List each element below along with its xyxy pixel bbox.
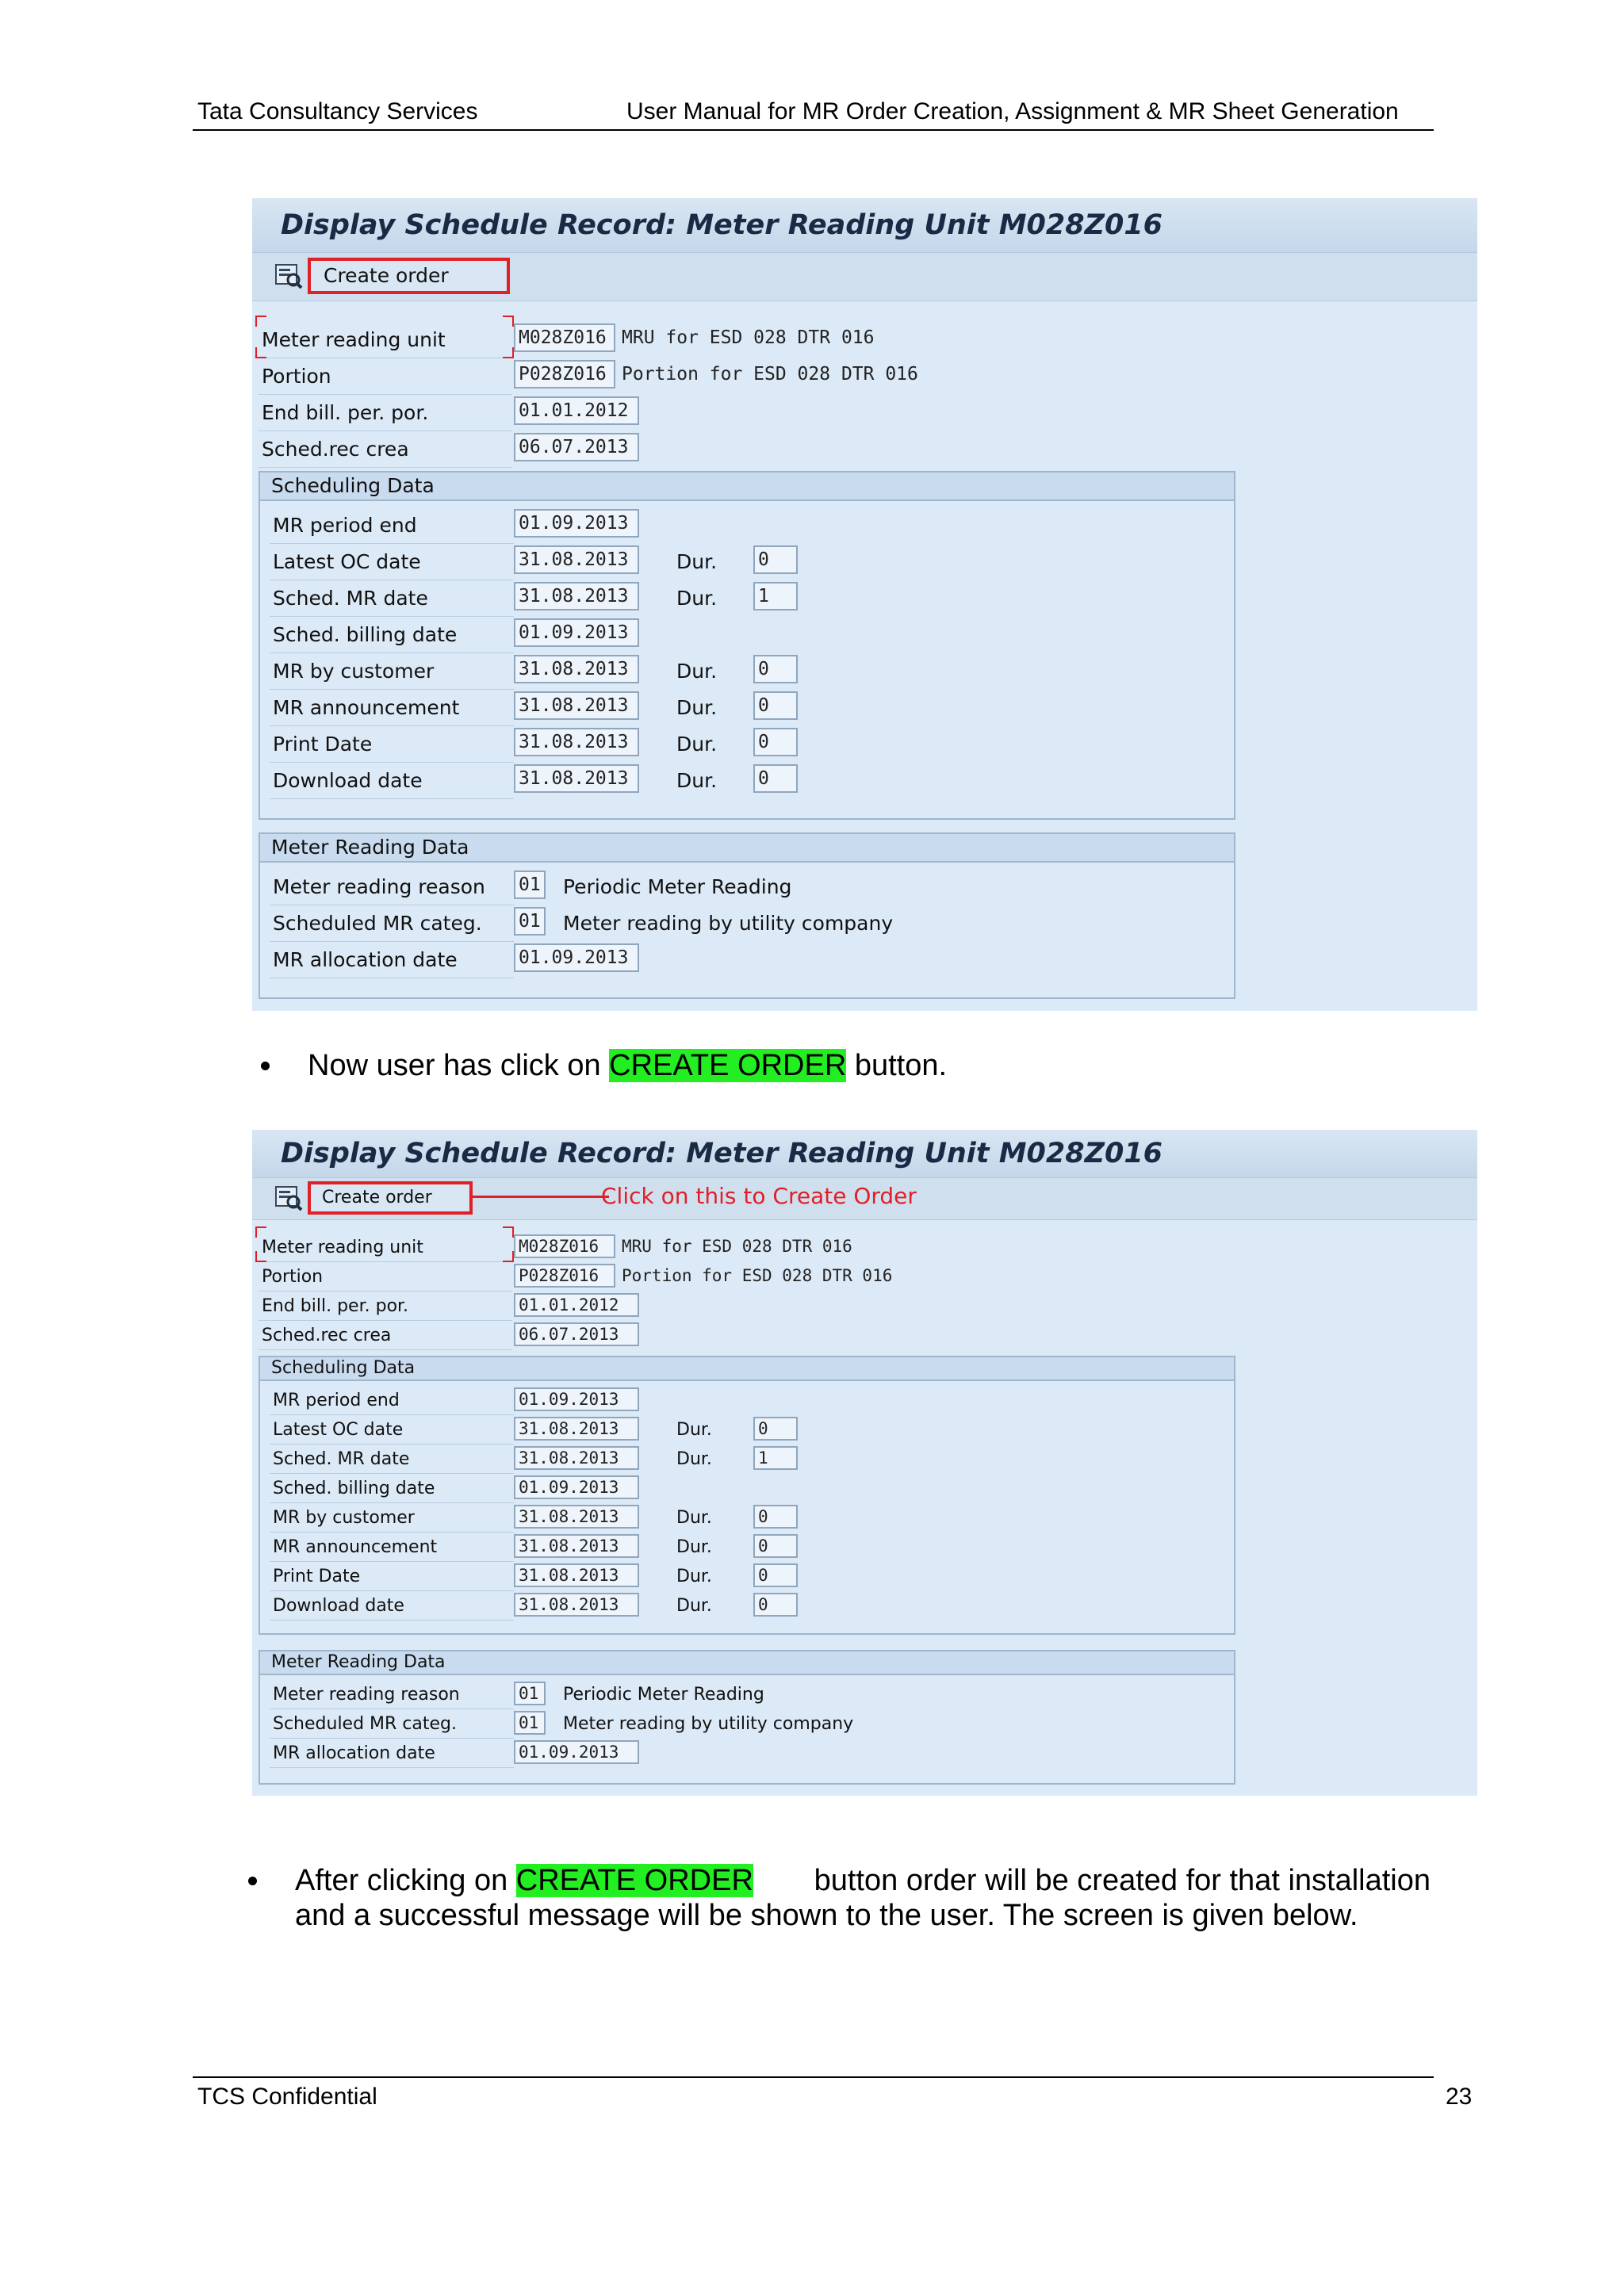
duration-field[interactable]: 0 <box>753 691 798 720</box>
scheduling-date-field[interactable]: 01.09.2013 <box>514 1475 639 1499</box>
instruction-2-line-2: and a successful message will be shown to the user. The screen is given below. <box>295 1899 1358 1932</box>
portion-field[interactable]: P028Z016 <box>514 360 615 388</box>
duration-label: Dur. <box>676 1508 712 1528</box>
row-separator <box>270 543 514 544</box>
meter-reading-unit-field[interactable]: M028Z016 <box>514 323 615 352</box>
row-separator <box>270 1502 514 1503</box>
row-separator <box>270 798 514 799</box>
instruction-2 <box>295 1863 1431 1933</box>
scheduling-data-title: Scheduling Data <box>260 473 1234 501</box>
scheduling-date-field[interactable]: 31.08.2013 <box>514 728 639 756</box>
meter-reading-row-label: MR allocation date <box>273 948 458 971</box>
screen-title-bar <box>252 198 1477 253</box>
mr-allocation-date-field[interactable]: 01.09.2013 <box>514 943 639 972</box>
sap-screenshot-1 <box>252 198 1477 1011</box>
portion-label: Portion <box>262 365 331 388</box>
scheduling-row-label: Download date <box>273 1596 404 1616</box>
duration-field[interactable]: 0 <box>753 1417 798 1441</box>
duration-label: Dur. <box>676 587 718 610</box>
field-focus-bracket <box>503 1251 514 1262</box>
schedule-record-created-field[interactable]: 06.07.2013 <box>514 1322 639 1346</box>
instruction-1-end: button. <box>846 1049 948 1082</box>
meter-reading-code-field[interactable]: 01 <box>514 907 546 936</box>
duration-field[interactable]: 0 <box>753 728 798 756</box>
application-toolbar <box>252 253 1477 301</box>
screen-title-bar <box>252 1130 1477 1178</box>
header-company: Tata Consultancy Services <box>197 98 478 124</box>
scheduling-date-field[interactable]: 31.08.2013 <box>514 1505 639 1529</box>
scheduling-date-field[interactable]: 31.08.2013 <box>514 1417 639 1441</box>
duration-field[interactable]: 0 <box>753 1593 798 1617</box>
sap-screenshot-2 <box>252 1130 1477 1796</box>
meter-reading-code-description: Periodic Meter Reading <box>563 875 792 898</box>
meter-reading-unit-label: Meter reading unit <box>262 1238 423 1257</box>
meter-reading-unit-field[interactable]: M028Z016 <box>514 1234 615 1258</box>
row-separator <box>270 941 514 942</box>
scheduling-date-field[interactable]: 31.08.2013 <box>514 582 639 610</box>
duration-field[interactable]: 0 <box>753 1534 798 1558</box>
instruction-2-text: After clicking on <box>295 1864 516 1897</box>
row-separator <box>259 430 512 431</box>
scheduling-data-group <box>259 1356 1235 1635</box>
portion-description: Portion for ESD 028 DTR 016 <box>622 364 918 385</box>
scheduling-date-field[interactable]: 31.08.2013 <box>514 1593 639 1617</box>
mr-allocation-date-field[interactable]: 01.09.2013 <box>514 1740 639 1764</box>
row-separator <box>270 616 514 617</box>
display-detail-icon[interactable] <box>274 262 303 289</box>
duration-label: Dur. <box>676 550 718 573</box>
scheduling-row-label: MR announcement <box>273 1537 438 1557</box>
end-billing-period-label: End bill. per. por. <box>262 401 429 424</box>
instruction-2-continuation: button order will be created for that installation <box>806 1864 1431 1897</box>
scheduling-row-label: MR period end <box>273 514 417 537</box>
duration-label: Dur. <box>676 1567 712 1586</box>
row-separator <box>270 1473 514 1474</box>
schedule-record-created-label: Sched.rec crea <box>262 1326 392 1345</box>
row-separator <box>270 652 514 653</box>
display-detail-icon[interactable] <box>274 1184 303 1211</box>
duration-label: Dur. <box>676 1596 712 1616</box>
meter-reading-data-title: Meter Reading Data <box>260 1651 1234 1675</box>
row-separator <box>259 1349 512 1350</box>
scheduling-date-field[interactable]: 31.08.2013 <box>514 1563 639 1587</box>
bullet-dot <box>248 1877 257 1885</box>
portion-description: Portion for ESD 028 DTR 016 <box>622 1266 893 1285</box>
field-focus-bracket <box>255 1226 266 1238</box>
row-separator <box>270 1532 514 1533</box>
row-separator <box>270 1620 514 1621</box>
scheduling-date-field[interactable]: 31.08.2013 <box>514 655 639 683</box>
end-billing-period-field[interactable]: 01.01.2012 <box>514 1293 639 1317</box>
schedule-record-created-field[interactable]: 06.07.2013 <box>514 433 639 461</box>
scheduling-row-label: MR by customer <box>273 660 435 683</box>
field-focus-bracket <box>255 316 266 327</box>
create-order-button[interactable]: Create order <box>308 258 510 294</box>
row-separator <box>270 1561 514 1562</box>
screen-title: Display Schedule Record: Meter Reading Unit M028Z016 <box>281 1138 1163 1169</box>
header-rule <box>193 129 1434 131</box>
instruction-1-text: Now user has click on <box>308 1049 610 1082</box>
row-separator <box>259 394 512 395</box>
bullet-dot <box>261 1062 270 1070</box>
meter-reading-code-field[interactable]: 01 <box>514 871 546 899</box>
field-focus-bracket <box>255 347 266 358</box>
meter-reading-unit-description: MRU for ESD 028 DTR 016 <box>622 327 875 348</box>
duration-label: Dur. <box>676 769 718 792</box>
row-separator <box>259 1291 512 1292</box>
scheduling-row-label: Sched. MR date <box>273 587 428 610</box>
scheduling-row-label: MR period end <box>273 1391 400 1410</box>
scheduling-date-field[interactable]: 01.09.2013 <box>514 1387 639 1411</box>
duration-field[interactable]: 0 <box>753 764 798 793</box>
end-billing-period-field[interactable]: 01.01.2012 <box>514 396 639 425</box>
row-separator <box>270 689 514 690</box>
instruction-1 <box>308 1048 947 1083</box>
row-separator <box>270 1738 514 1739</box>
meter-reading-code-field[interactable]: 01 <box>514 1682 546 1705</box>
field-focus-bracket <box>503 347 514 358</box>
meter-reading-row-label: Scheduled MR categ. <box>273 1714 458 1734</box>
row-separator <box>270 1444 514 1445</box>
scheduling-date-field[interactable]: 31.08.2013 <box>514 691 639 720</box>
field-focus-bracket <box>503 316 514 327</box>
scheduling-date-field[interactable]: 31.08.2013 <box>514 1446 639 1470</box>
schedule-record-created-label: Sched.rec crea <box>262 438 409 461</box>
scheduling-date-field[interactable]: 01.09.2013 <box>514 509 639 538</box>
annotation-arrow <box>473 1196 609 1198</box>
scheduling-row-label: Latest OC date <box>273 1420 404 1440</box>
create-order-button[interactable]: Create order <box>308 1181 473 1215</box>
annotation-text: Click on this to Create Order <box>601 1183 917 1209</box>
meter-reading-data-group <box>259 1650 1235 1785</box>
row-separator <box>270 762 514 763</box>
instruction-2-line-1 <box>295 1863 1431 1898</box>
meter-reading-row-label: Meter reading reason <box>273 1685 460 1705</box>
scheduling-row-label: Latest OC date <box>273 550 421 573</box>
meter-reading-data-title: Meter Reading Data <box>260 834 1234 863</box>
scheduling-row-label: Sched. billing date <box>273 623 458 646</box>
create-order-highlight: CREATE ORDER <box>609 1049 847 1082</box>
portion-field[interactable]: P028Z016 <box>514 1264 615 1288</box>
screen-title: Display Schedule Record: Meter Reading Unit M028Z016 <box>281 209 1163 241</box>
meter-reading-code-description: Meter reading by utility company <box>563 912 894 935</box>
duration-field[interactable]: 0 <box>753 1505 798 1529</box>
scheduling-data-group <box>259 471 1235 820</box>
end-billing-period-label: End bill. per. por. <box>262 1296 409 1316</box>
scheduling-row-label: Print Date <box>273 1567 361 1586</box>
duration-label: Dur. <box>676 660 718 683</box>
duration-field[interactable]: 1 <box>753 582 798 610</box>
meter-reading-code-field[interactable]: 01 <box>514 1711 546 1735</box>
scheduling-row-label: MR announcement <box>273 696 460 719</box>
field-focus-bracket <box>255 1251 266 1262</box>
application-toolbar <box>252 1178 1477 1220</box>
scheduling-date-field[interactable]: 31.08.2013 <box>514 1534 639 1558</box>
meter-reading-code-description: Meter reading by utility company <box>563 1714 854 1734</box>
scheduling-row-label: MR by customer <box>273 1508 415 1528</box>
scheduling-date-field[interactable]: 31.08.2013 <box>514 764 639 793</box>
scheduling-date-field[interactable]: 01.09.2013 <box>514 618 639 647</box>
portion-label: Portion <box>262 1267 324 1287</box>
row-separator <box>270 1767 514 1768</box>
field-focus-bracket <box>503 1226 514 1238</box>
duration-label: Dur. <box>676 733 718 756</box>
meter-reading-data-group <box>259 832 1235 999</box>
create-order-highlight: CREATE ORDER <box>515 1864 753 1897</box>
scheduling-row-label: Sched. billing date <box>273 1479 435 1498</box>
row-separator <box>259 1320 512 1321</box>
footer-rule <box>193 2076 1434 2078</box>
duration-label: Dur. <box>676 1537 712 1557</box>
meter-reading-row-label: Meter reading reason <box>273 875 485 898</box>
meter-reading-code-description: Periodic Meter Reading <box>563 1685 764 1705</box>
scheduling-row-label: Sched. MR date <box>273 1449 410 1469</box>
page-number: 23 <box>1446 2084 1473 2110</box>
meter-reading-unit-description: MRU for ESD 028 DTR 016 <box>622 1237 852 1256</box>
row-separator <box>259 1261 512 1262</box>
row-separator <box>270 725 514 726</box>
scheduling-row-label: Download date <box>273 769 423 792</box>
scheduling-row-label: Print Date <box>273 733 373 756</box>
meter-reading-row-label: Scheduled MR categ. <box>273 912 482 935</box>
scheduling-data-title: Scheduling Data <box>260 1357 1234 1381</box>
duration-label: Dur. <box>676 696 718 719</box>
duration-field[interactable]: 0 <box>753 1563 798 1587</box>
row-separator <box>270 1590 514 1591</box>
row-separator <box>259 467 512 468</box>
row-separator <box>270 1414 514 1415</box>
duration-label: Dur. <box>676 1449 712 1469</box>
header-document-title: User Manual for MR Order Creation, Assignment & MR Sheet Generation <box>626 98 1399 124</box>
footer-confidential: TCS Confidential <box>197 2084 377 2110</box>
meter-reading-row-label: MR allocation date <box>273 1743 435 1763</box>
duration-field[interactable]: 0 <box>753 545 798 574</box>
duration-field[interactable]: 1 <box>753 1446 798 1470</box>
meter-reading-unit-label: Meter reading unit <box>262 328 446 351</box>
duration-label: Dur. <box>676 1420 712 1440</box>
duration-field[interactable]: 0 <box>753 655 798 683</box>
scheduling-date-field[interactable]: 31.08.2013 <box>514 545 639 574</box>
